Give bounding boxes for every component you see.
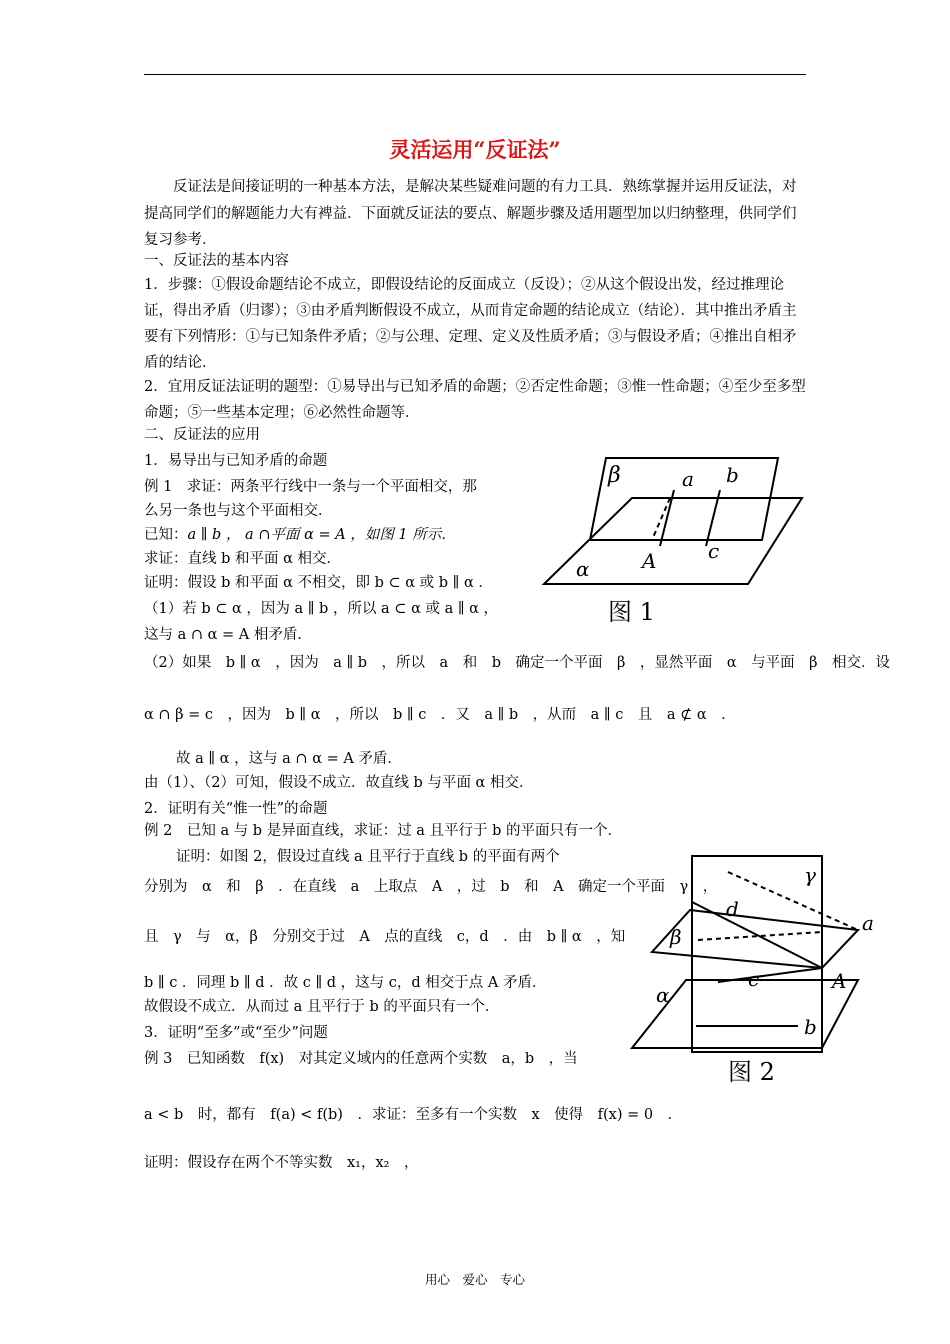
- fig2-label-alpha: α: [656, 983, 670, 1007]
- given-label: 已知：: [144, 527, 188, 543]
- example-2-proof-4: b ∥ c ．同理 b ∥ d ．故 c ∥ d ，这与 c，d 相交于点 A 矛盾．: [144, 975, 547, 991]
- given-math: a ∥ b ， a ∩平面 α = A ，如图 1 所示．: [187, 527, 456, 543]
- figure-1: [540, 450, 820, 630]
- fig2-label-gamma: γ: [804, 863, 816, 887]
- page-title: 灵活运用“反证法”: [389, 137, 561, 162]
- conclusion-1: 由（1）、（2）可知，假设不成立．故直线 b 与平面 α 相交．: [144, 775, 534, 791]
- example-2-proof-5: 故假设不成立．从而过 a 且平行于 b 的平面只有一个．: [144, 999, 500, 1015]
- case-2-line-1: （2）如果 b ∥ α ，因为 a ∥ b ，所以 a 和 b 确定一个平面 β ，显然平面 α 与平面 β 相交．设: [144, 655, 891, 671]
- figure-2: [628, 852, 888, 1088]
- example-3-line-2: a < b 时，都有 f(a) < f(b) ．求证：至多有一个实数 x 使得 f(x) = 0 ．: [144, 1107, 683, 1123]
- subsection-1: 1．易导出与已知矛盾的命题: [144, 453, 328, 469]
- example-3-line-1: 例 3 已知函数 f(x) 对其定义域内的任意两个实数 a，b ，当: [144, 1051, 578, 1067]
- figure-2-caption: 图 2: [728, 1058, 775, 1086]
- subsection-2: 2．证明有关“惟一性”的命题: [144, 801, 328, 817]
- fig2-label-d: d: [726, 897, 739, 921]
- fig1-label-a: a: [682, 467, 694, 491]
- fig1-label-beta: β: [608, 463, 621, 488]
- fig1-label-alpha: α: [576, 557, 590, 581]
- example-1-line-1: 例 1 求证：两条平行线中一条与一个平面相交，那: [144, 479, 477, 495]
- fig2-label-a: a: [862, 911, 874, 935]
- given-line: [144, 524, 456, 546]
- section-heading-1: 一、反证法的基本内容: [144, 253, 289, 269]
- prove-line: 求证：直线 b 和平面 α 相交．: [144, 551, 342, 567]
- section-heading-2: 二、反证法的应用: [144, 427, 260, 443]
- case-1-conclusion: 这与 a ∩ α = A 相矛盾．: [144, 627, 312, 643]
- example-2-proof-1: 证明：如图 2，假设过直线 a 且平行于直线 b 的平面有两个: [176, 849, 560, 865]
- example-1-line-2: 么另一条也与这个平面相交．: [144, 503, 333, 519]
- figure-1-caption: 图 1: [608, 598, 655, 626]
- example-3-proof: 证明：假设存在两个不等实数 x₁，x₂ ，: [144, 1155, 419, 1171]
- intro-paragraph: [144, 174, 806, 254]
- intro-text: 反证法是间接证明的一种基本方法，是解决某些疑难问题的有力工具．熟练掌握并运用反证法，对提高同学们的解题能力大有裨益．下面就反证法的要点、解题步骤及适用题型加以归纳整理，供同学们复习参考．: [144, 179, 797, 248]
- subsection-3: 3．证明“至多”或“至少”问题: [144, 1025, 328, 1041]
- case-2-line-2: α ∩ β = c ，因为 b ∥ α ，所以 b ∥ c ．又 a ∥ b ，从而 a ∥ c 且 a ⊄ α ．: [144, 707, 736, 723]
- fig2-label-beta: β: [670, 925, 682, 949]
- example-2-proof-3: 且 γ 与 α，β 分别交于过 A 点的直线 c，d ．由 b ∥ α ，知: [144, 929, 626, 945]
- fig1-label-c: c: [708, 539, 720, 563]
- fig2-label-A: A: [832, 969, 847, 993]
- proof-1-start: 证明：假设 b 和平面 α 不相交，即 b ⊂ α 或 b ∥ α ．: [144, 575, 493, 591]
- case-1: （1）若 b ⊂ α ，因为 a ∥ b ，所以 a ⊂ α 或 a ∥ α ，: [144, 601, 499, 617]
- fig2-label-b: b: [804, 1015, 817, 1039]
- page-footer: 用心 爱心 专心: [424, 1272, 525, 1287]
- steps-paragraph: 1．步骤：①假设命题结论不成立，即假设结论的反面成立（反设）；②从这个假设出发，经过推理论证，得出矛盾（归谬）；③由矛盾判断假设不成立，从而肯定命题的结论成立（结论）．其中推出矛盾主要有下列情形：①与已知条件矛盾；②与公理、定理、定义及性质矛盾；③与假设矛盾；④推出自相矛盾的结论．: [144, 277, 797, 371]
- fig1-label-b: b: [726, 463, 739, 487]
- fig2-label-c: c: [748, 967, 760, 991]
- types-paragraph: 2．宜用反证法证明的题型：①易导出与已知矛盾的命题；②否定性命题；③惟一性命题；④至少至多型命题；⑤一些基本定理；⑥必然性命题等．: [144, 379, 806, 421]
- example-2: 例 2 已知 a 与 b 是异面直线，求证：过 a 且平行于 b 的平面只有一个．: [144, 823, 623, 839]
- header-rule: [144, 74, 806, 75]
- case-2-conclusion: 故 a ∥ α ，这与 a ∩ α = A 矛盾．: [176, 751, 402, 767]
- fig1-label-A: A: [642, 549, 657, 573]
- example-2-proof-2: 分别为 α 和 β ．在直线 a 上取点 A ，过 b 和 A 确定一个平面 γ ，: [144, 879, 718, 895]
